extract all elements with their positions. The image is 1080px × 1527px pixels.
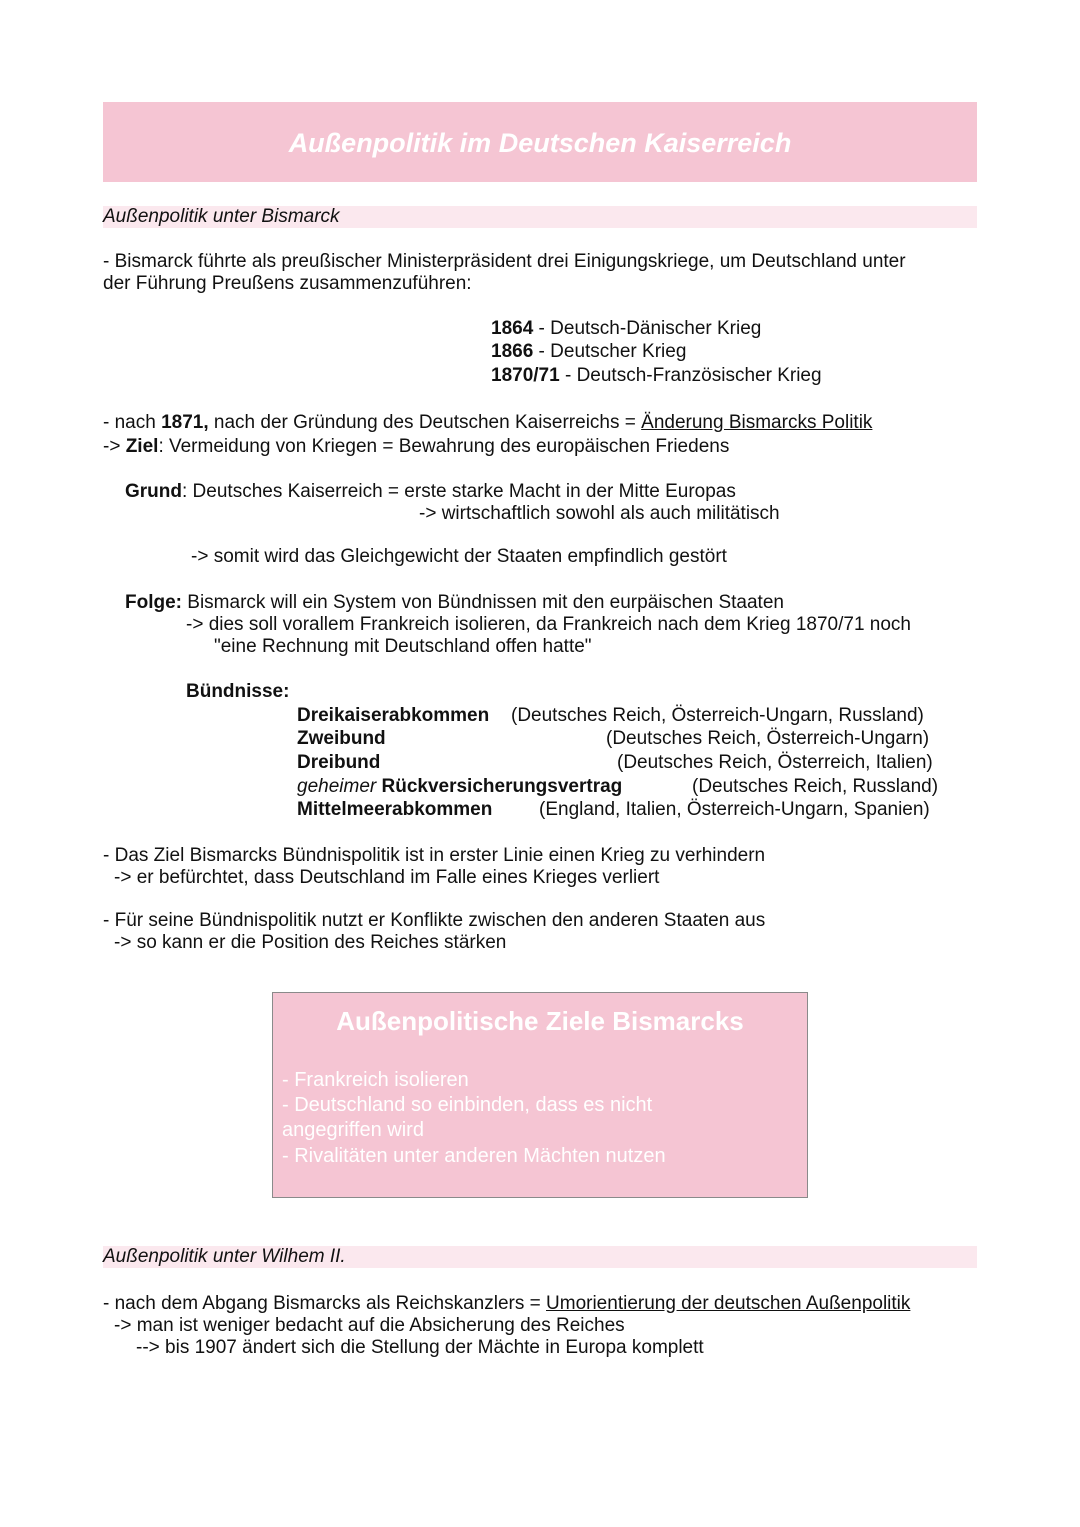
title-banner xyxy=(103,102,977,182)
alliance-members: (Deutsches Reich, Österreich-Ungarn) xyxy=(606,728,930,749)
ziel-buendnis-line-2: -> er befürchtet, dass Deutschland im Falle eines Krieges verliert xyxy=(114,867,660,888)
goals-box-title: Außenpolitische Ziele Bismarcks xyxy=(336,1006,744,1036)
section-heading-wilhelm xyxy=(103,1246,977,1268)
grund-text: : Deutsches Kaiserreich = erste starke Macht in der Mitte Europas xyxy=(182,481,736,502)
war-item xyxy=(491,365,822,387)
goals-box-item: - Deutschland so einbinden, dass es nicht xyxy=(282,1094,653,1116)
alliance-name-text: Rückversicherungsvertrag xyxy=(381,776,623,797)
somit-line: -> somit wird das Gleichgewicht der Staaten empfindlich gestört xyxy=(191,546,727,567)
war-year: 1870/71 xyxy=(491,365,560,386)
ziel-prefix: -> xyxy=(103,436,126,457)
after-1871-line xyxy=(103,412,872,434)
goals-box xyxy=(272,992,808,1198)
alliance-name xyxy=(297,728,386,750)
folge-label: Folge: xyxy=(125,592,182,613)
alliance-name xyxy=(297,752,380,774)
alliance-name-text: Dreibund xyxy=(297,752,381,773)
grund-line xyxy=(125,481,736,503)
goals-box-item: - Rivalitäten unter anderen Mächten nutzen xyxy=(282,1145,666,1167)
wilhelm-line-3: --> bis 1907 ändert sich die Stellung der Mächte in Europa komplett xyxy=(136,1337,704,1358)
war-name: - Deutsch-Dänischer Krieg xyxy=(533,318,762,339)
folge-sub-1: -> dies soll vorallem Frankreich isolieren, da Frankreich nach dem Krieg 1870/71 noch xyxy=(186,614,911,635)
ziel-buendnis-line-1: - Das Ziel Bismarcks Bündnispolitik ist in erster Linie einen Krieg zu verhindern xyxy=(103,845,766,866)
alliance-members: (Deutsches Reich, Österreich, Italien) xyxy=(617,752,933,773)
alliance-members: (England, Italien, Österreich-Ungarn, Spanien) xyxy=(539,799,930,820)
alliance-name-text: Dreikaiserabkommen xyxy=(297,705,490,726)
war-year: 1866 xyxy=(491,341,534,362)
alliance-name xyxy=(297,799,492,821)
after-1871-middle: nach der Gründung des Deutschen Kaiserreichs = xyxy=(208,412,642,433)
ziel-label: Ziel xyxy=(125,436,159,457)
war-year: 1864 xyxy=(491,318,534,339)
wilhelm-line-1-underlined: Umorientierung der deutschen Außenpolitik xyxy=(546,1293,911,1314)
alliance-name-text: Mittelmeerabkommen xyxy=(297,799,493,820)
intro-line-2: der Führung Preußens zusammenzuführen: xyxy=(103,273,472,294)
page-title: Außenpolitik im Deutschen Kaiserreich xyxy=(288,128,792,158)
grund-label: Grund xyxy=(125,481,182,502)
war-name: - Deutscher Krieg xyxy=(533,341,687,362)
folge-sub-2: "eine Rechnung mit Deutschland offen hatte" xyxy=(214,636,592,657)
alliance-prefix: geheimer xyxy=(297,776,382,797)
war-name: - Deutsch-Französischer Krieg xyxy=(559,365,822,386)
section-heading-bismarck xyxy=(103,206,977,228)
ziel-text: : Vermeidung von Kriegen = Bewahrung des europäischen Friedens xyxy=(158,436,730,457)
konflikte-line-2: -> so kann er die Position des Reiches stärken xyxy=(114,932,507,953)
folge-line xyxy=(125,592,784,614)
wilhelm-line-1 xyxy=(103,1293,910,1315)
after-1871-prefix: - nach xyxy=(103,412,162,433)
section-title-bismarck: Außenpolitik unter Bismarck xyxy=(103,206,340,227)
goals-box-item: angegriffen wird xyxy=(282,1119,424,1141)
section-title-wilhelm: Außenpolitik unter Wilhem II. xyxy=(103,1246,346,1267)
grund-sub: -> wirtschaftlich sowohl als auch militätisch xyxy=(419,503,780,524)
alliance-name xyxy=(297,705,489,727)
alliances-label: Bündnisse: xyxy=(186,681,290,702)
after-1871-underlined: Änderung Bismarcks Politik xyxy=(641,412,873,433)
alliance-members: (Deutsches Reich, Österreich-Ungarn, Russland) xyxy=(511,705,924,726)
alliance-name xyxy=(297,776,622,798)
alliance-members: (Deutsches Reich, Russland) xyxy=(692,776,939,797)
after-1871-year: 1871, xyxy=(161,412,209,433)
ziel-line xyxy=(103,436,729,458)
wilhelm-line-1-prefix: - nach dem Abgang Bismarcks als Reichskanzlers = xyxy=(103,1293,547,1314)
alliance-name-text: Zweibund xyxy=(297,728,386,749)
konflikte-line-1: - Für seine Bündnispolitik nutzt er Konflikte zwischen den anderen Staaten aus xyxy=(103,910,766,931)
war-item xyxy=(491,318,761,340)
folge-text: Bismarck will ein System von Bündnissen mit den eurpäischen Staaten xyxy=(182,592,784,613)
goals-box-item: - Frankreich isolieren xyxy=(282,1069,469,1091)
wilhelm-line-2: -> man ist weniger bedacht auf die Absicherung des Reiches xyxy=(114,1315,625,1336)
intro-line-1: - Bismarck führte als preußischer Ministerpräsident drei Einigungskriege, um Deutschland unter xyxy=(103,251,906,272)
war-item xyxy=(491,341,686,363)
